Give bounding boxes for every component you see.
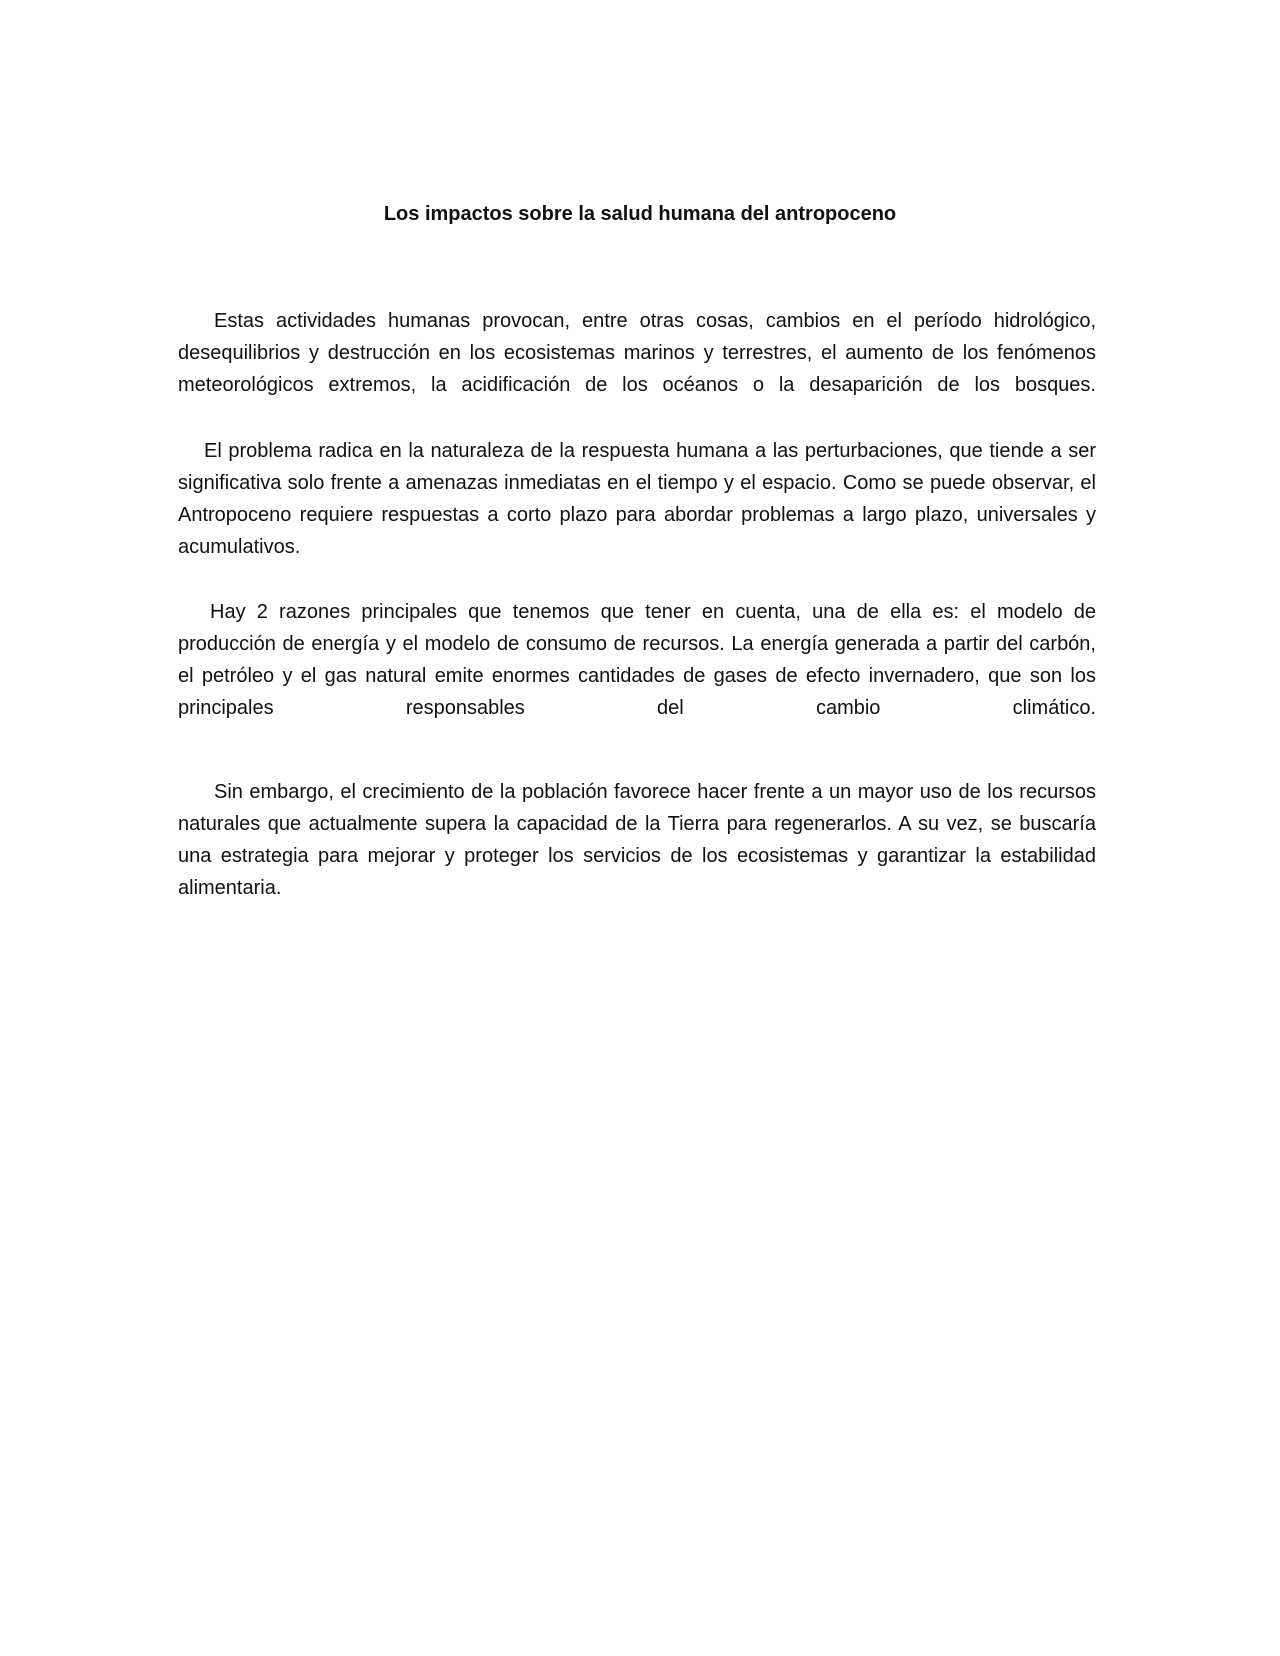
document-title: Los impactos sobre la salud humana del antropoceno — [383, 203, 897, 225]
paragraph-2 — [178, 435, 1096, 563]
paragraph-3 — [178, 596, 1096, 724]
paragraph-text: Sin embargo, el crecimiento de la población favorece hacer frente a un mayor uso de los recursos naturales que actualmente supera la capacidad de la Tierra para regenerarlos. A su vez, se buscaría una estrategia para mejorar y proteger los servicios de los ecosistemas y garantizar la estabilidad alimentaria. — [178, 781, 1096, 899]
paragraph-text: El problema radica en la naturaleza de la respuesta humana a las perturbaciones, que tiende a ser significativa solo frente a amenazas inmediatas en el tiempo y el espacio. Como se puede observar, el Antropoceno requiere respuestas a corto plazo para abordar problemas a largo plazo, universales y acumulativos. — [178, 440, 1096, 558]
paragraph-1 — [178, 305, 1096, 401]
paragraph-text: Hay 2 razones principales que tenemos que tener en cuenta, una de ella es: el modelo de producción de energía y el modelo de consumo de recursos. La energía generada a partir del carbón, el petróleo y el gas natural emite enormes cantidades de gases de efecto invernadero, que son los principales responsables del cambio climático. — [178, 601, 1096, 719]
paragraph-4 — [178, 776, 1096, 904]
paragraph-text: Estas actividades humanas provocan, entre otras cosas, cambios en el período hidrológico, desequilibrios y destrucción en los ecosistemas marinos y terrestres, el aumento de los fenómenos meteorológicos extremos, la acidificación de los océanos o la desaparición de los bosques. — [178, 310, 1096, 396]
